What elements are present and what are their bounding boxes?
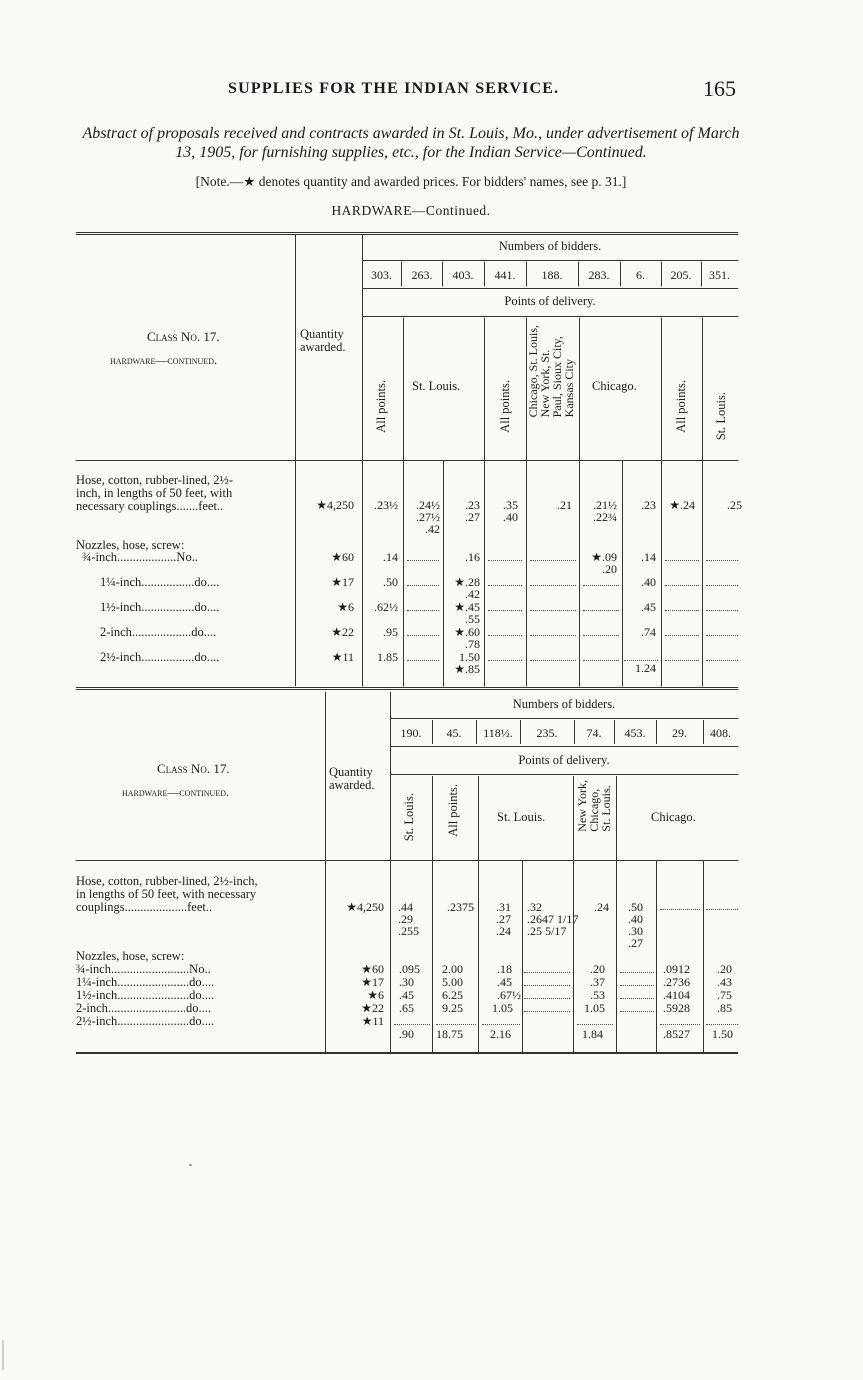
note-text: [Note.—★ denotes quantity and awarded prices. For bidders' names, see p. 31.]: [195, 174, 627, 189]
leader-dots: [436, 1024, 476, 1025]
leader-dots: [706, 660, 738, 661]
table1-qty: ★22: [331, 625, 354, 639]
table-cell: .45: [641, 600, 656, 614]
table1-qty: ★11: [331, 650, 354, 664]
table-cell: .37: [590, 975, 605, 989]
leader-dots: [706, 909, 738, 910]
table-cell: 1.05: [492, 1001, 513, 1015]
table-cell: .14: [641, 550, 656, 564]
table-cell: .44 .29 .255: [398, 900, 419, 938]
leader-dots: [394, 1024, 430, 1025]
bidder-74: 74.: [586, 726, 602, 740]
table2-qty-header: Quantity awarded.: [329, 765, 375, 792]
leader-dots: [407, 635, 439, 636]
table-cell: .30: [399, 975, 414, 989]
leader-dots: [665, 635, 699, 636]
table-cell: .65: [399, 1001, 414, 1015]
table-cell: .62½: [374, 600, 398, 614]
table1-qty: ★6: [337, 600, 354, 614]
rule: [432, 776, 433, 1052]
bidder-205: 205.: [670, 268, 692, 282]
table2-qty: ★60: [361, 962, 384, 976]
leader-dots: [488, 585, 522, 586]
table1-item-hose: Hose, cotton, rubber-lined, 2½- inch, in lengths of 50 feet, with necessary couplings.......feet..: [76, 473, 234, 513]
table-cell: .25: [727, 498, 742, 512]
rule: [656, 860, 657, 1052]
bidder-188: 188.: [541, 268, 563, 282]
table-cell: .4104: [663, 988, 690, 1002]
rule: [703, 860, 704, 1052]
leader-dots: [583, 585, 619, 586]
table1-item-nozzle: 2-inch...................do....: [100, 625, 217, 639]
table1-points-header: Points of delivery.: [504, 294, 596, 308]
table-cell: .50: [383, 575, 398, 589]
leader-dots: [620, 985, 654, 986]
table-cell: 1.05: [584, 1001, 605, 1015]
bidder-118: 118½.: [483, 726, 513, 740]
leader-dots: [706, 635, 738, 636]
leader-dots: [660, 1024, 700, 1025]
leader-dots: [482, 1024, 520, 1025]
table-cell: ★.60 .78: [454, 625, 480, 651]
table1-qty-header: Quantity awarded.: [300, 327, 346, 354]
bidder-351: 351.: [709, 268, 730, 282]
table-cell: .21½ .22¾: [593, 498, 617, 524]
table-cell: .24: [594, 900, 609, 914]
table-cell: .20: [717, 962, 732, 976]
delivery-multi-city: New York, Chicago, St. Louis.: [575, 780, 613, 832]
leader-dots: [488, 610, 522, 611]
leader-dots: [530, 560, 576, 561]
rule: [622, 460, 623, 686]
leader-dots: [706, 610, 738, 611]
rule: [616, 776, 617, 1052]
leader-dots: [624, 660, 658, 661]
leader-dots: [524, 985, 570, 986]
bidder-235: 235.: [536, 726, 558, 740]
table2-qty: ★17: [361, 975, 384, 989]
delivery-chicago: Chicago.: [651, 810, 696, 824]
leader-dots: [407, 610, 439, 611]
table-cell: 2.16: [490, 1027, 511, 1041]
rule: [390, 746, 738, 747]
delivery-multi-city: Chicago, St. Louis, New York, St. Paul, Sioux City, Kansas City: [526, 325, 576, 418]
table-cell: 1.84: [582, 1027, 603, 1041]
table-cell: 5.00: [442, 975, 463, 989]
table1-item-nozzle: 1½-inch.................do....: [100, 600, 220, 614]
table-cell: .67½: [497, 988, 521, 1002]
leader-dots: [530, 635, 576, 636]
table-cell: .53: [590, 988, 605, 1002]
delivery-st-louis: St. Louis.: [412, 379, 461, 393]
leader-dots: [530, 660, 576, 661]
table-cell: 6.25: [442, 988, 463, 1002]
table-cell: 1.85: [377, 650, 398, 664]
delivery-all-points: All points.: [674, 380, 688, 433]
table1-bottom-rule: [76, 687, 738, 690]
leader-dots: [620, 972, 654, 973]
leader-dots: [488, 660, 522, 661]
leader-dots: [488, 560, 522, 561]
table2-item-nozzle: 2½-inch.......................do....: [76, 1014, 215, 1028]
table2-points-header: Points of delivery.: [518, 753, 610, 767]
bidder-29: 29.: [672, 726, 687, 740]
table-cell: .14: [383, 550, 398, 564]
table-cell: .45: [497, 975, 512, 989]
bidder-408: 408.: [710, 726, 731, 740]
leader-dots: [524, 998, 570, 999]
table1-item-nozzle: ¾-inch...................No..: [82, 550, 198, 564]
table-cell: 9.25: [442, 1001, 463, 1015]
table1-qty-hose: ★4,250: [316, 498, 354, 512]
leader-dots: [706, 585, 738, 586]
leader-dots: [524, 1011, 570, 1012]
table2-item-nozzle: 1½-inch.......................do....: [76, 988, 215, 1002]
bidder-190: 190.: [400, 726, 422, 740]
table-cell: .31 .27 .24: [496, 900, 511, 938]
table-cell: .0912: [663, 962, 690, 976]
page-number: 165: [703, 76, 736, 101]
scan-speck: [189, 1164, 192, 1166]
rule: [390, 718, 738, 719]
rule: [522, 860, 523, 1052]
bidder-6: 6.: [636, 268, 645, 282]
table-cell: .23: [641, 498, 656, 512]
leader-dots: [665, 610, 699, 611]
table1-qty: ★60: [331, 550, 354, 564]
leader-dots: [524, 972, 570, 973]
leader-dots: [583, 635, 619, 636]
leader-dots: [530, 610, 576, 611]
leader-dots: [665, 560, 699, 561]
leader-dots: [407, 560, 439, 561]
table-cell: .21: [557, 498, 572, 512]
table-cell: ★.28 .42: [454, 575, 480, 601]
table-cell: .23 .27: [465, 498, 480, 524]
table-cell: .24½ .27½ .42: [416, 498, 440, 536]
table-cell: .90: [399, 1027, 414, 1041]
table-cell: 1.50 ★.85: [454, 650, 480, 676]
table-cell: 1.24: [635, 661, 656, 675]
scan-edge: [2, 1340, 4, 1370]
table-cell: .2375: [447, 900, 474, 914]
table-cell: ★.09 .20: [591, 550, 617, 576]
table2-bottom-rule: [76, 1052, 738, 1054]
table-cell: .18: [497, 962, 512, 976]
table2-class-sub: hardware—continued.: [122, 785, 229, 799]
leader-dots: [488, 635, 522, 636]
table-cell: .75: [717, 988, 732, 1002]
table2-class-label: Class No. 17.: [157, 761, 230, 776]
table-cell: .8527: [663, 1027, 690, 1041]
bidder-453: 453.: [624, 726, 646, 740]
table2-bidders-header: Numbers of bidders.: [512, 697, 616, 711]
table-cell: .85: [717, 1001, 732, 1015]
abstract-caption: Abstract of proposals received and contracts awarded in St. Louis, Mo., under advertisement of March 13, 1905, for furnishing supplies, etc., for the Indian Service—Continued.: [82, 125, 740, 161]
table-cell: 2.00: [442, 962, 463, 976]
table-cell: .32 .2647 1/17 .25 5/17: [527, 900, 579, 938]
leader-dots: [620, 998, 654, 999]
delivery-all-points: All points.: [374, 380, 388, 433]
leader-dots: [583, 610, 619, 611]
table1-item-nozzle: 2½-inch.................do....: [100, 650, 220, 664]
leader-dots: [583, 660, 619, 661]
delivery-st-louis: St. Louis.: [497, 810, 546, 824]
table2-qty-hose: ★4,250: [346, 900, 384, 914]
table1-item-nozzles: Nozzles, hose, screw:: [76, 538, 185, 552]
table1-class-label: Class No. 17.: [147, 329, 220, 344]
bidder-441: 441.: [494, 268, 516, 282]
rule: [390, 774, 738, 775]
table2-item-nozzle: ¾-inch.........................No..: [76, 962, 211, 976]
bidder-45: 45.: [446, 726, 462, 740]
table2-qty: ★6: [367, 988, 384, 1002]
leader-dots: [407, 585, 439, 586]
rule: [362, 260, 738, 261]
table1-class-sub: hardware—continued.: [110, 353, 217, 367]
table1-item-nozzle: 1¼-inch.................do....: [100, 575, 220, 589]
leader-dots: [660, 909, 700, 910]
table-cell: .20: [590, 962, 605, 976]
table-cell: .50 .40 .30 .27: [628, 900, 643, 950]
table2-item-nozzle: 2-inch.........................do....: [76, 1001, 212, 1015]
leader-dots: [530, 585, 576, 586]
table-cell: ★.24: [669, 498, 695, 512]
table-cell: .43: [717, 975, 732, 989]
delivery-all-points: All points.: [498, 380, 512, 433]
leader-dots: [665, 660, 699, 661]
rule: [362, 316, 738, 317]
table1-qty: ★17: [331, 575, 354, 589]
table1-bidders-header: Numbers of bidders.: [498, 239, 602, 253]
rule: [362, 288, 738, 289]
rule: [76, 460, 738, 461]
table-cell: .74: [641, 625, 656, 639]
table2-item-hose: Hose, cotton, rubber-lined, 2½-inch, in lengths of 50 feet, with necessary couplings....................feet..: [76, 874, 258, 914]
leader-dots: [620, 1011, 654, 1012]
bidder-403: 403.: [452, 268, 474, 282]
bidder-263: 263.: [411, 268, 433, 282]
table-cell: .95: [383, 625, 398, 639]
table-cell: .2736: [663, 975, 690, 989]
bidder-283: 283.: [588, 268, 610, 282]
leader-dots: [577, 1024, 613, 1025]
rule: [478, 776, 479, 1052]
table-cell: .40: [641, 575, 656, 589]
leader-dots: [706, 560, 738, 561]
table-cell: 18.75: [436, 1027, 463, 1041]
page-header-title: SUPPLIES FOR THE INDIAN SERVICE.: [228, 80, 560, 97]
table-cell: .5928: [663, 1001, 690, 1015]
table2-item-nozzle: 1¼-inch.......................do....: [76, 975, 215, 989]
table-cell: .45: [399, 988, 414, 1002]
leader-dots: [665, 585, 699, 586]
leader-dots: [706, 1024, 738, 1025]
table-cell: .16: [465, 550, 480, 564]
table-cell: 1.50: [712, 1027, 733, 1041]
table-cell: .23½: [374, 498, 398, 512]
table1-top-rule: [76, 232, 738, 235]
table2-item-nozzles: Nozzles, hose, screw:: [76, 949, 185, 963]
table-cell: .35 .40: [503, 498, 518, 524]
delivery-all-points: All points.: [446, 784, 460, 837]
section-title: HARDWARE—Continued.: [331, 203, 491, 218]
delivery-st-louis: St. Louis.: [714, 392, 728, 441]
bidder-303: 303.: [371, 268, 392, 282]
table-cell: ★.45 .55: [454, 600, 480, 626]
table2-qty: ★22: [361, 1001, 384, 1015]
rule: [325, 692, 326, 1052]
table-cell: .095: [399, 962, 420, 976]
leader-dots: [407, 660, 439, 661]
delivery-st-louis: St. Louis.: [402, 793, 416, 842]
delivery-chicago: Chicago.: [592, 379, 637, 393]
rule: [76, 860, 738, 861]
table2-qty: ★11: [361, 1014, 384, 1028]
